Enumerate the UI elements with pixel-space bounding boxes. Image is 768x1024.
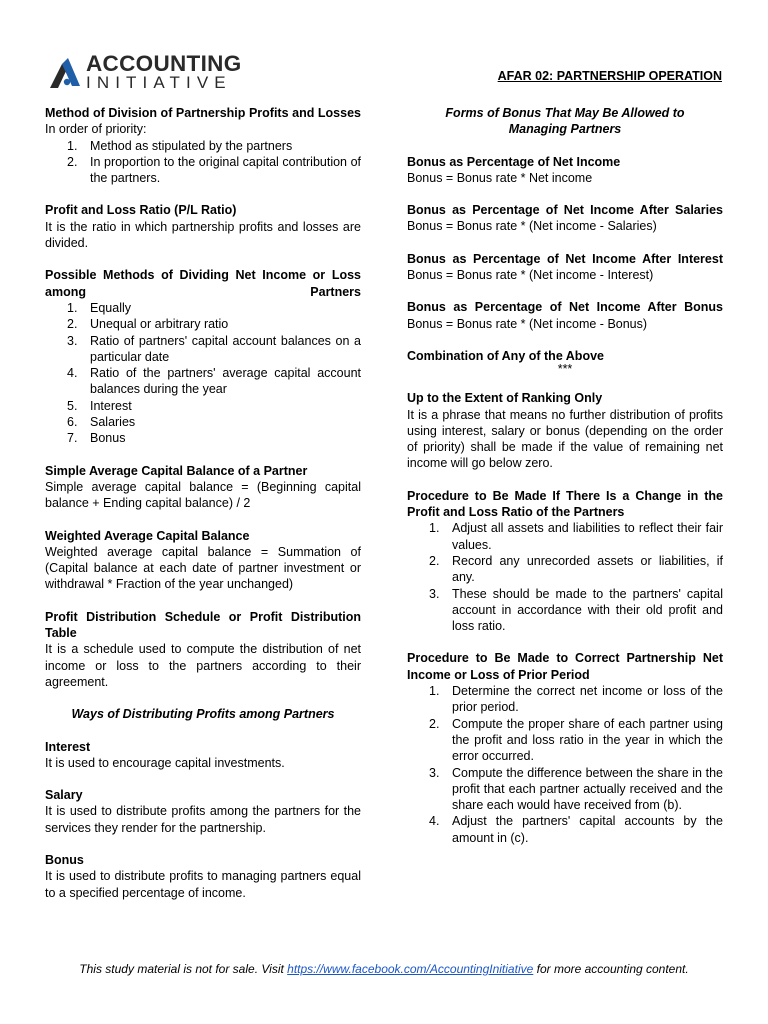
section-correct-prior-period — [407, 650, 723, 846]
section-heading: Procedure to Be Made If There Is a Change in the Profit and Loss Ratio of the Partners — [407, 488, 723, 520]
section-distribution-schedule — [45, 609, 361, 690]
section-ways-distributing — [45, 706, 361, 722]
section-simple-average — [45, 463, 361, 512]
section-heading: Bonus as Percentage of Net Income After Bonus — [407, 300, 723, 315]
list-item: 3. These should be made to the partners' capital account in accordance with their old profit and loss ratio. — [429, 586, 723, 634]
section-body: Weighted average capital balance = Summation of (Capital balance at each date of partner investment or withdrawal * Fraction of the year unchanged) — [45, 544, 361, 592]
section-heading: Combination of Any of the Above — [407, 348, 604, 363]
section-body: Bonus = Bonus rate * Net income — [407, 170, 593, 185]
section-body: Bonus = Bonus rate * (Net income - Bonus) — [407, 316, 648, 331]
list-item: 1. Equally — [67, 300, 131, 315]
section-extent-ranking — [407, 390, 723, 471]
list-item: 3. Ratio of partners' capital account balances on a particular date — [67, 333, 361, 364]
section-combination — [407, 348, 723, 377]
list-item: 2. Unequal or arbitrary ratio — [67, 317, 229, 332]
section-bonus-after-bonus — [407, 299, 723, 332]
section-body: It is used to distribute profits to managing partners equal to a specified percentage of income. — [45, 869, 361, 900]
list-item: 4. Ratio of the partners' average capital account balances during the year — [67, 366, 361, 397]
section-weighted-average — [45, 528, 361, 593]
section-forms-of-bonus — [407, 105, 723, 138]
section-heading: Bonus as Percentage of Net Income After Interest — [407, 251, 723, 266]
footer-text-before: This study material is not for sale. Visit — [79, 962, 288, 976]
section-change-pl-ratio — [407, 488, 723, 635]
section-body: It is used to encourage capital investments. — [45, 755, 285, 770]
section-heading: Weighted Average Capital Balance — [45, 528, 250, 543]
list-item: 3. Compute the difference between the share in the profit that each partner actually received and the share each would have received from (b). — [429, 765, 723, 813]
separator-stars: *** — [557, 362, 573, 377]
footer-text-after: for more accounting content. — [533, 962, 689, 976]
section-pl-ratio — [45, 202, 361, 251]
section-division-method — [45, 105, 361, 186]
list-item: 2. In proportion to the original capital contribution of the partners. — [67, 154, 361, 186]
logo-wordmark: ACCOUNTING — [86, 51, 242, 76]
section-body: Bonus = Bonus rate * (Net income - Salaries) — [407, 219, 657, 234]
left-column — [45, 105, 361, 917]
list-item: 4. Adjust the partners' capital accounts by the amount in (c). — [429, 814, 723, 845]
document-title: AFAR 02: PARTNERSHIP OPERATION — [497, 69, 722, 83]
section-intro: In order of priority: — [45, 122, 147, 137]
section-body: It is a schedule used to compute the distribution of net income or loss to the partners according to their agreement. — [45, 642, 361, 689]
section-bonus-after-interest — [407, 251, 723, 284]
section-heading: Procedure to Be Made to Correct Partnership Net Income or Loss of Prior Period — [407, 651, 723, 682]
section-salary — [45, 787, 361, 836]
list-item: 6. Salaries — [67, 415, 136, 430]
section-body: It is the ratio in which partnership profits and losses are divided. — [45, 219, 361, 251]
section-heading: Ways of Distributing Profits among Partners — [71, 707, 335, 722]
section-heading: Up to the Extent of Ranking Only — [407, 391, 603, 406]
section-body: It is a phrase that means no further distribution of profits using interest, salary or bonus (depending on the order of priority) shall be made if the value of remaining net income will go below zero. — [407, 407, 723, 471]
section-heading: Bonus — [45, 852, 84, 867]
section-body: It is used to distribute profits among the partners for the services they render for the partnership. — [45, 804, 361, 835]
section-bonus-after-salaries — [407, 202, 723, 235]
section-heading: Simple Average Capital Balance of a Partner — [45, 463, 308, 478]
section-interest — [45, 739, 361, 772]
section-heading: Profit and Loss Ratio (P/L Ratio) — [45, 203, 237, 218]
list-item: 5. Interest — [67, 398, 132, 413]
list-item: 1. Method as stipulated by the partners — [67, 138, 293, 153]
numbered-list — [67, 138, 361, 187]
section-heading: Forms of Bonus That May Be Allowed to Managing Partners — [445, 106, 685, 137]
section-heading: Interest — [45, 739, 91, 754]
numbered-list — [429, 520, 723, 634]
section-heading: Bonus as Percentage of Net Income After Salaries — [407, 203, 723, 218]
list-item: 1. Adjust all assets and liabilities to reflect their fair values. — [429, 521, 723, 552]
section-heading: Method of Division of Partnership Profits and Losses — [45, 106, 361, 120]
section-possible-methods — [45, 267, 361, 446]
facebook-link[interactable]: https://www.facebook.com/AccountingInitiative — [287, 962, 534, 976]
section-heading: Possible Methods of Dividing Net Income or Loss among Partners — [45, 268, 361, 299]
brand-logo — [46, 52, 246, 94]
list-item: 7. Bonus — [67, 431, 126, 446]
section-body: Bonus = Bonus rate * (Net income - Interest) — [407, 268, 654, 283]
footer-note — [0, 961, 768, 977]
section-bonus — [45, 852, 361, 901]
list-item: 1. Determine the correct net income or loss of the prior period. — [429, 684, 723, 715]
logo-subtitle: INITIATIVE — [86, 73, 232, 92]
right-column — [407, 105, 723, 862]
numbered-list — [67, 300, 361, 447]
list-item: 2. Record any unrecorded assets or liabilities, if any. — [429, 553, 723, 585]
section-heading: Profit Distribution Schedule or Profit Distribution Table — [45, 609, 361, 641]
list-item: 2. Compute the proper share of each partner using the profit and loss ratio in the year in which the error occurred. — [429, 716, 723, 764]
accounting-initiative-logo-icon — [46, 56, 82, 90]
section-heading: Salary — [45, 788, 83, 803]
section-bonus-net-income — [407, 154, 723, 187]
section-body: Simple average capital balance = (Beginning capital balance + Ending capital balance) / 2 — [45, 479, 361, 511]
numbered-list — [429, 683, 723, 846]
section-heading: Bonus as Percentage of Net Income — [407, 154, 621, 169]
